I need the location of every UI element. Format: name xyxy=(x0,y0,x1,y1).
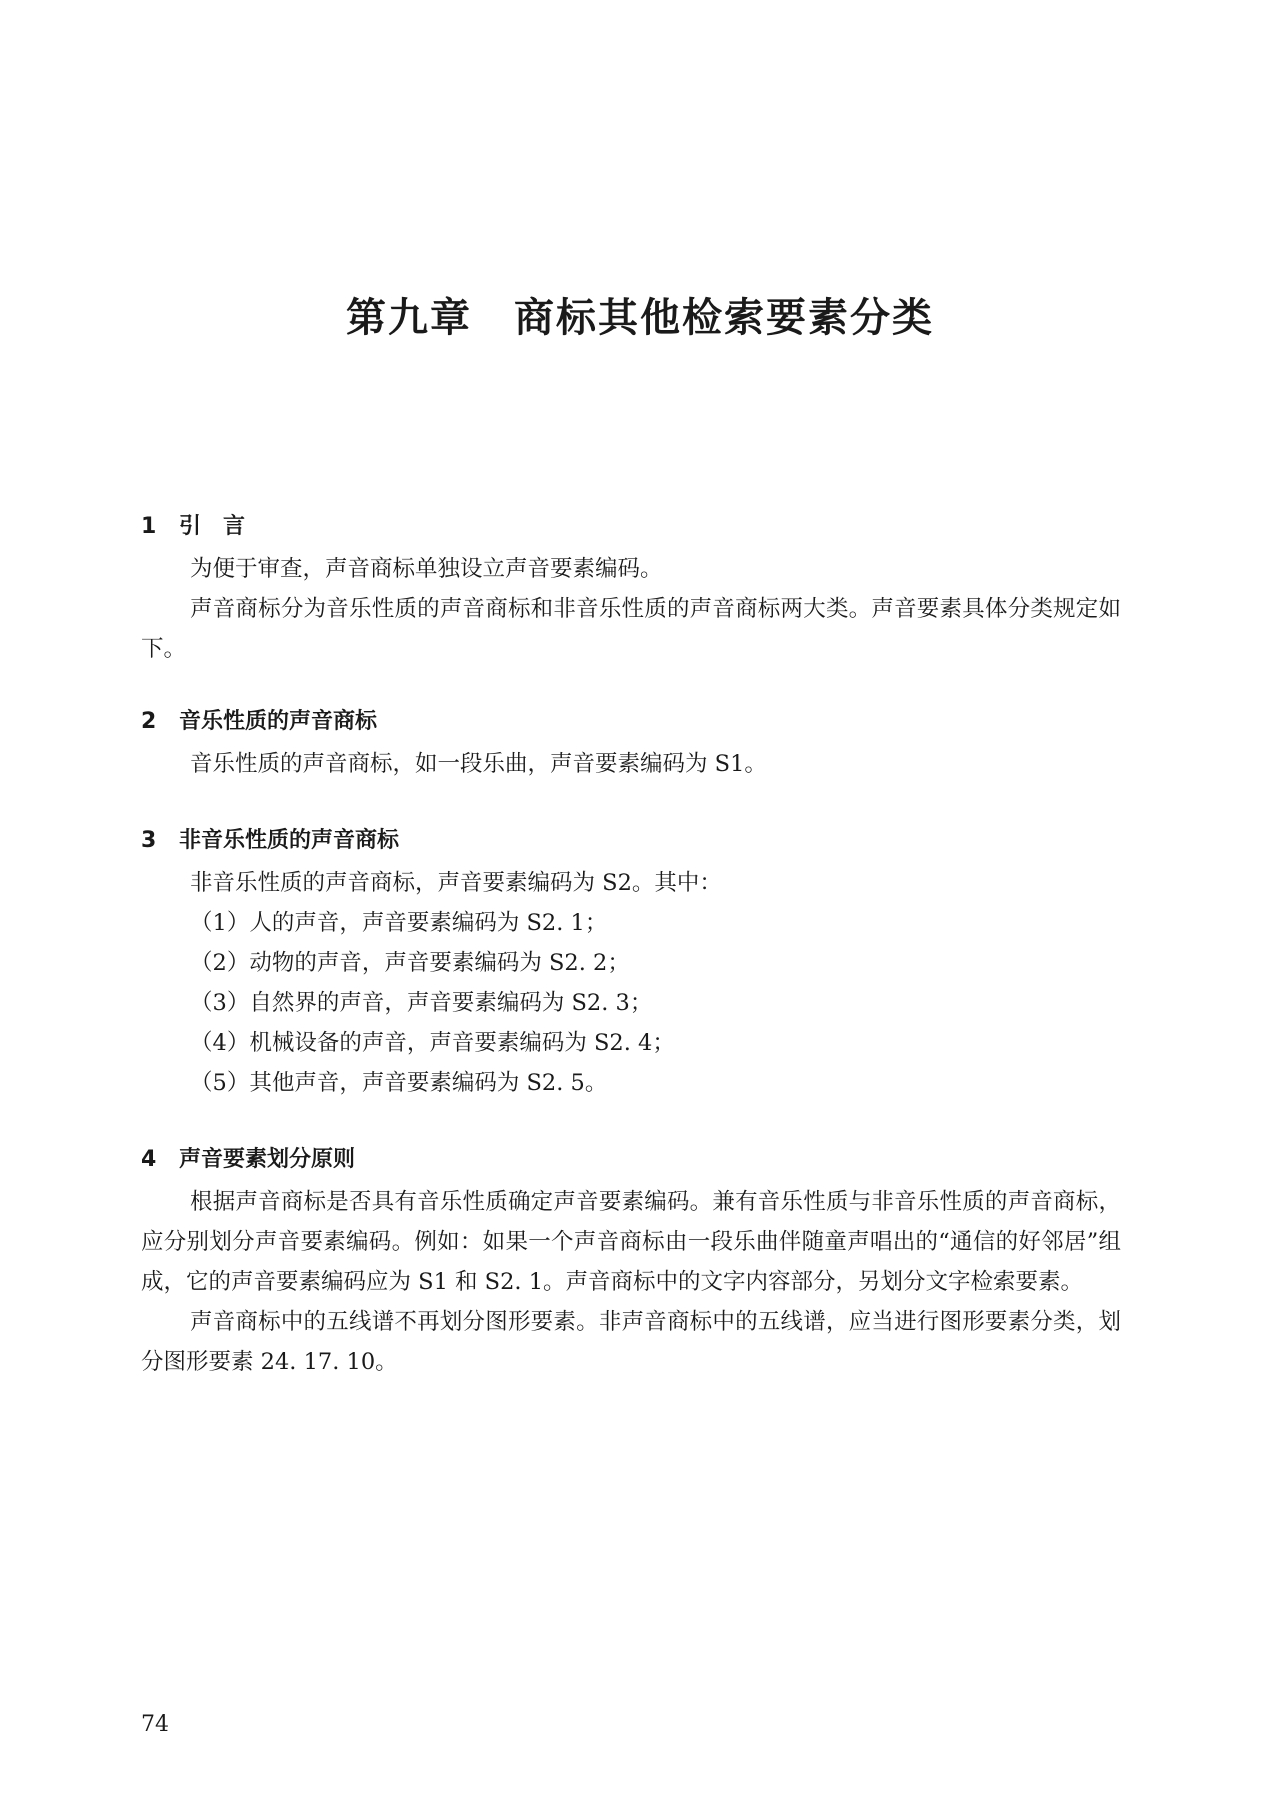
section-heading-4 xyxy=(141,1145,355,1175)
paragraph: 音乐性质的声音商标，如一段乐曲，声音要素编码为 S1。 xyxy=(190,751,767,777)
section-heading-3 xyxy=(141,826,399,856)
paragraph: 声音商标分为音乐性质的声音商标和非音乐性质的声音商标两大类。声音要素具体分类规定如下。 xyxy=(141,596,1121,662)
chapter-title: 第九章 商标其他检索要素分类 xyxy=(346,294,934,341)
section-title: 非音乐性质的声音商标 xyxy=(179,828,400,853)
list-item: （4）机械设备的声音，声音要素编码为 S2. 4； xyxy=(190,1030,675,1056)
section-title: 声音要素划分原则 xyxy=(179,1147,356,1172)
section-heading-2 xyxy=(141,707,377,737)
section-number: 3 xyxy=(141,828,157,853)
section-3-body xyxy=(141,863,1121,903)
list-item: （5）其他声音，声音要素编码为 S2. 5。 xyxy=(190,1070,608,1096)
section-title: 音乐性质的声音商标 xyxy=(179,709,378,734)
section-number: 1 xyxy=(141,514,157,539)
page-number: 74 xyxy=(141,1712,169,1737)
paragraph: 根据声音商标是否具有音乐性质确定声音要素编码。兼有音乐性质与非音乐性质的声音商标，应分别划分声音要素编码。例如：如果一个声音商标由一段乐曲伴随童声唱出的“通信的好邻居”组成，它的声音要素编码应为 S1 和 S2. 1。声音商标中的文字内容部分，另划分文字检索要素。 xyxy=(141,1189,1121,1295)
section-number: 4 xyxy=(141,1147,157,1172)
section-1-body xyxy=(141,549,1121,669)
list-item: （1）人的声音，声音要素编码为 S2. 1； xyxy=(190,910,608,936)
section-4-body xyxy=(141,1182,1121,1382)
section-heading-1 xyxy=(141,512,245,542)
paragraph: 为便于审查，声音商标单独设立声音要素编码。 xyxy=(190,556,663,582)
paragraph: 非音乐性质的声音商标，声音要素编码为 S2。其中： xyxy=(190,870,722,896)
section-number: 2 xyxy=(141,709,157,734)
section-2-body xyxy=(141,744,1121,784)
list-item: （2）动物的声音，声音要素编码为 S2. 2； xyxy=(190,950,630,976)
paragraph: 声音商标中的五线谱不再划分图形要素。非声音商标中的五线谱，应当进行图形要素分类，划分图形要素 24. 17. 10。 xyxy=(141,1309,1121,1375)
section-title: 引 言 xyxy=(179,514,246,539)
list-item: （3）自然界的声音，声音要素编码为 S2. 3； xyxy=(190,990,653,1016)
